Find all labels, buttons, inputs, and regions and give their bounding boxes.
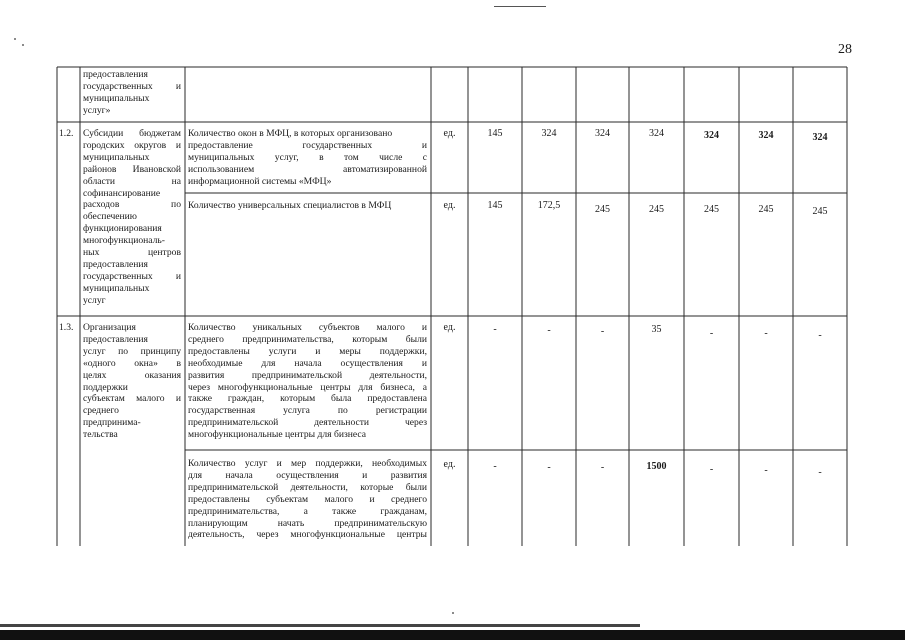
indicator-cell bbox=[188, 458, 427, 541]
value-cell: - bbox=[547, 325, 551, 336]
text-line: через многофункциональные центры для бизнеса, а bbox=[188, 381, 427, 393]
text-line: районов Ивановской bbox=[83, 163, 181, 175]
text-line: многофункциональ- bbox=[83, 235, 165, 247]
text-line: предоставлены субъектам малого и среднего bbox=[188, 493, 427, 505]
text-line: Количество окон в МФЦ, в которых организовано bbox=[188, 128, 393, 139]
value-cell: - bbox=[709, 464, 714, 475]
text-line: Количество уникальных субъектов малого и bbox=[188, 322, 427, 333]
text-line: предпринимательской деятельности через bbox=[188, 417, 427, 429]
value-cell: 324 bbox=[704, 130, 719, 141]
text-line: среднего предпринимательства, которым были bbox=[188, 333, 427, 345]
unit-cell: ед. bbox=[443, 200, 456, 211]
text-line: развития предпринимательской деятельности, bbox=[188, 369, 427, 381]
text-line: использованием автоматизированной bbox=[188, 163, 427, 175]
text-line: софинансирование bbox=[83, 187, 161, 199]
row-name-cell bbox=[83, 322, 181, 441]
value-cell: 145 bbox=[487, 128, 503, 139]
text-line: деятельность, через многофункциональные центры bbox=[188, 529, 427, 541]
text-line: предоставления bbox=[83, 333, 148, 345]
value-cell: - bbox=[764, 465, 768, 476]
value-cell: - bbox=[600, 462, 605, 473]
text-line: также граждан, которым была предоставлена bbox=[188, 393, 427, 405]
text-line: Количество универсальных специалистов в МФЦ bbox=[188, 200, 392, 211]
row-name-cell bbox=[83, 128, 181, 307]
value-cell: - bbox=[818, 467, 822, 478]
text-line: обеспечению bbox=[83, 211, 137, 223]
text-line: государственных и bbox=[83, 80, 181, 92]
value-cell: 245 bbox=[649, 204, 664, 215]
text-line: целях оказания bbox=[83, 369, 181, 381]
text-line: Количество услуг и мер поддержки, необходимых bbox=[188, 458, 427, 469]
text-line: муниципальных bbox=[83, 92, 150, 104]
row-number: 1.2. bbox=[59, 128, 74, 139]
value-cell: 35 bbox=[651, 324, 662, 335]
text-line: среднего bbox=[83, 405, 119, 417]
text-line: предпринимательства, а также гражданам, bbox=[188, 505, 427, 517]
text-line: субъектам малого и bbox=[83, 393, 181, 405]
value-cell: 245 bbox=[595, 204, 610, 215]
unit-cell: ед. bbox=[443, 128, 456, 139]
unit-cell: ед. bbox=[443, 322, 456, 333]
value-cell: 245 bbox=[704, 204, 719, 215]
row-number: 1.3. bbox=[59, 322, 74, 333]
text-line: области на bbox=[83, 175, 181, 187]
page-number: 28 bbox=[838, 42, 852, 57]
indicator-cell bbox=[188, 128, 427, 188]
text-line: муниципальных bbox=[83, 282, 150, 294]
text-line: расходов по bbox=[83, 199, 181, 211]
value-cell: 324 bbox=[541, 128, 557, 139]
text-line: для начала осуществления и развития bbox=[188, 469, 427, 481]
text-line: планирующим начать предпринимательскую bbox=[188, 517, 427, 529]
value-cell: - bbox=[493, 324, 497, 335]
text-line: предпринима- bbox=[83, 417, 141, 429]
text-line: государственных и bbox=[83, 270, 181, 282]
value-cell: - bbox=[764, 328, 768, 339]
text-line: предоставления bbox=[83, 69, 148, 80]
value-cell: 324 bbox=[812, 132, 828, 143]
text-line: государственная услуга по регистрации bbox=[188, 405, 427, 417]
value-cell: 145 bbox=[487, 200, 503, 211]
value-cell: 172,5 bbox=[537, 200, 561, 211]
text-line: муниципальных bbox=[83, 151, 150, 163]
text-line: информационной системы «МФЦ» bbox=[188, 175, 332, 187]
text-line: многофункциональные центры для бизнеса bbox=[188, 429, 367, 441]
unit-cell: ед. bbox=[443, 459, 456, 470]
text-line: городских округов и bbox=[83, 139, 181, 151]
text-line: поддержки bbox=[83, 381, 128, 393]
text-line: Организация bbox=[83, 322, 136, 333]
value-cell: - bbox=[709, 328, 714, 339]
text-line: ных центров bbox=[83, 247, 181, 259]
text-line: Субсидии бюджетам bbox=[83, 128, 181, 139]
text-line: «одного окна» в bbox=[83, 357, 181, 369]
text-line: предоставления bbox=[83, 258, 148, 270]
value-cell: 324 bbox=[758, 130, 774, 141]
value-cell: 245 bbox=[758, 204, 774, 215]
text-line: услуг bbox=[83, 294, 106, 306]
value-cell: - bbox=[493, 461, 497, 472]
continuation-name-cell bbox=[83, 69, 181, 117]
value-cell: - bbox=[547, 462, 551, 473]
indicator-cell bbox=[188, 200, 427, 212]
value-cell: - bbox=[818, 330, 822, 341]
value-cell: 324 bbox=[595, 128, 610, 139]
value-cell: 245 bbox=[812, 206, 828, 217]
text-line: необходимые для начала осуществления и bbox=[188, 357, 427, 369]
text-line: функционирования bbox=[83, 223, 162, 235]
value-cell: - bbox=[600, 326, 605, 337]
value-cell: 1500 bbox=[646, 461, 667, 472]
text-line: тельства bbox=[83, 429, 118, 441]
text-line: муниципальных услуг, в том числе с bbox=[188, 151, 427, 163]
text-line: предоставление государственных и bbox=[188, 139, 427, 151]
text-line: услуг» bbox=[83, 104, 111, 116]
text-line: предоставлены услуги и меры поддержки, bbox=[188, 345, 427, 357]
text-line: услуг по принципу bbox=[83, 345, 181, 357]
text-line: предпринимательской деятельности, которые были bbox=[188, 481, 427, 493]
indicator-cell bbox=[188, 322, 427, 441]
value-cell: 324 bbox=[649, 128, 664, 139]
